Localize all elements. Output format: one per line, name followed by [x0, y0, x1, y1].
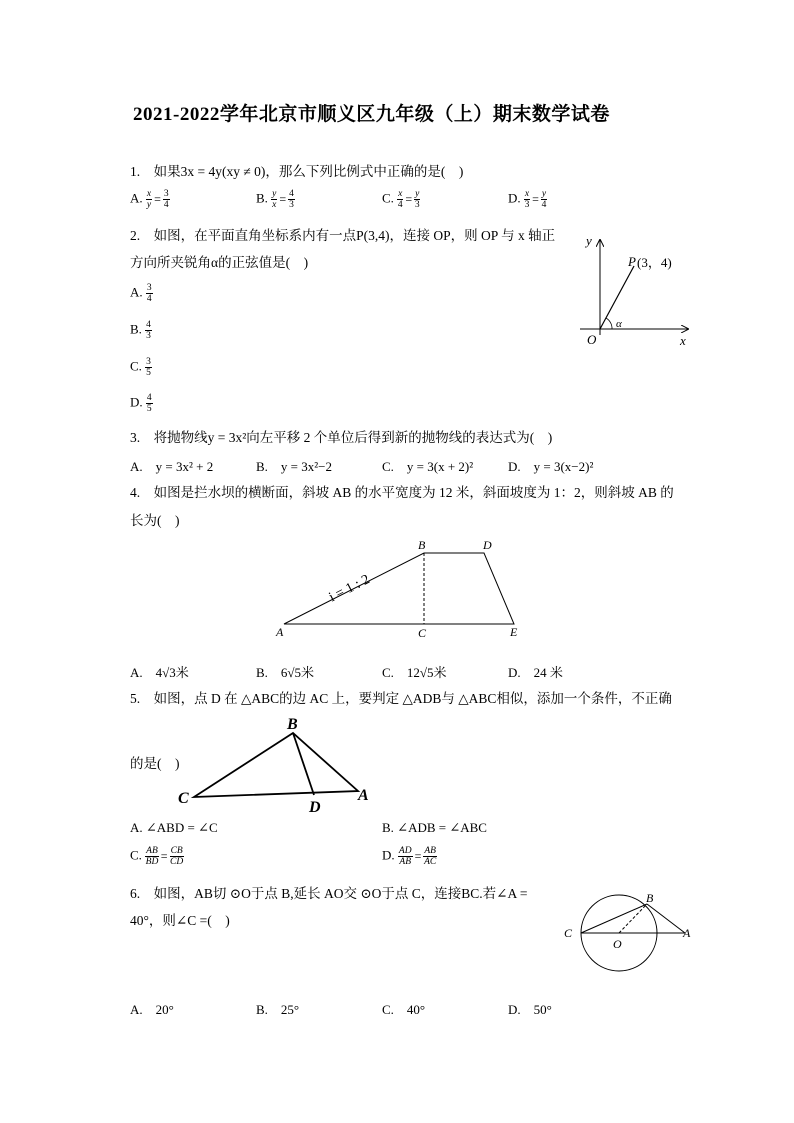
label-a: A	[683, 926, 691, 940]
label-c: C	[418, 626, 427, 640]
label-o: O	[613, 937, 622, 951]
question-5-line1: 5. 如图，点 D 在 △ABC的边 AC 上，要判定 △ADB与 △ABC相似，添加一个条件，不正确	[130, 691, 672, 706]
label-c: C	[178, 790, 189, 807]
radius-ob	[619, 904, 647, 933]
q2-option-d: D. $\frac{4}{5}$	[130, 393, 152, 414]
label-a: A	[358, 787, 369, 804]
label-p-coords: (3，4)	[637, 255, 672, 270]
label-c: C	[564, 926, 573, 940]
label-d: D	[309, 799, 321, 816]
question-4-line2: 长为( )	[130, 513, 180, 528]
q3-option-d: D. y = 3(x−2)²	[508, 459, 594, 474]
label-p: P	[628, 254, 636, 269]
question-6-line2: 40°，则∠C =( )	[130, 913, 230, 928]
question-6-line1: 6. 如图，AB切 ⊙O于点 B,延长 AO交 ⊙O于点 C，连接BC.若∠A =	[130, 886, 528, 901]
q2-coordinate-figure	[570, 230, 700, 355]
question-1-stem: 1. 如果3x = 4y(xy ≠ 0)，那么下列比例式中正确的是( )	[130, 164, 464, 179]
q3-option-a: A. y = 3x² + 2	[130, 459, 214, 474]
label-y: y	[586, 233, 592, 248]
label-e: E	[510, 625, 518, 639]
q6-circle-figure	[558, 888, 698, 988]
q5-triangle-figure	[172, 712, 382, 816]
tangent-ab	[647, 904, 685, 933]
question-2-line1: 2. 如图，在平面直角坐标系内有一点P(3,4)，连接 OP，则 OP 与 x 轴正	[130, 228, 556, 243]
label-alpha: α	[616, 318, 622, 330]
label-b: B	[287, 716, 298, 733]
q5-option-c: C. $\frac{AB}{BD}$ = $\frac{CB}{CD}$	[130, 846, 184, 867]
slope-label: i = 1 : 2	[326, 572, 373, 606]
q5-option-d: D. $\frac{AD}{AB}$ = $\frac{AB}{AC}$	[382, 846, 437, 867]
q2-option-a: A. $\frac{3}{4}$	[130, 283, 152, 304]
q1-option-c: C. $\frac{x}{4}$ = $\frac{y}{3}$	[382, 189, 420, 210]
label-b: B	[418, 538, 426, 552]
question-4-line1: 4. 如图是拦水坝的横断面，斜坡 AB 的水平宽度为 12 米，斜面坡度为 1：2，则斜坡 AB 的	[130, 485, 674, 500]
q4-option-a: A. 4√3米	[130, 665, 189, 680]
q6-option-b: B. 25°	[256, 1002, 300, 1017]
q2-option-b: B. $\frac{4}{3}$	[130, 320, 151, 341]
label-d: D	[483, 538, 492, 552]
q3-option-b: B. y = 3x²−2	[256, 459, 332, 474]
angle-arc	[606, 318, 612, 329]
page-title: 2021-2022学年北京市顺义区九年级（上）期末数学试卷	[133, 104, 610, 125]
q2-option-c: C. $\frac{3}{5}$	[130, 357, 151, 378]
q5-option-b: B. ∠ADB = ∠ABC	[382, 820, 487, 835]
q1-option-b: B. $\frac{y}{x}$ = $\frac{4}{3}$	[256, 189, 294, 210]
q4-option-b: B. 6√5米	[256, 665, 315, 680]
label-o: O	[587, 332, 597, 347]
q3-option-c: C. y = 3(x + 2)²	[382, 459, 474, 474]
q6-option-c: C. 40°	[382, 1002, 426, 1017]
q6-option-a: A. 20°	[130, 1002, 174, 1017]
q4-dam-figure	[270, 536, 530, 642]
q1-option-d: D. $\frac{x}{3}$ = $\frac{y}{4}$	[508, 189, 547, 210]
q4-option-c: C. 12√5米	[382, 665, 447, 680]
q5-option-a: A. ∠ABD = ∠C	[130, 820, 218, 835]
label-a: A	[276, 625, 284, 639]
question-2-line2: 方向所夹锐角α的正弦值是( )	[130, 255, 309, 270]
label-x: x	[680, 333, 686, 348]
label-b: B	[646, 891, 654, 905]
triangle-abc	[194, 733, 358, 797]
question-5-line2: 的是( )	[130, 756, 180, 771]
q1-option-a: A. $\frac{x}{y}$ = $\frac{3}{4}$	[130, 189, 169, 210]
q4-option-d: D. 24 米	[508, 665, 563, 680]
question-3-stem: 3. 将抛物线y = 3x²向左平移 2 个单位后得到新的抛物线的表达式为( )	[130, 430, 553, 445]
q6-option-d: D. 50°	[508, 1002, 552, 1017]
segment-cb	[581, 904, 647, 933]
dam-trapezoid	[284, 553, 514, 624]
